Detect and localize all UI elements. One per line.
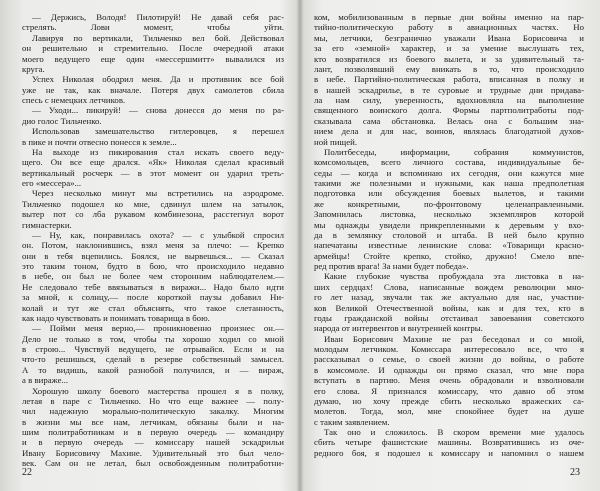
text-line: и в первую очередь — комиссару нашей эскадрильи (22, 437, 284, 448)
text-line: Так оно и сложилось. В скором времени мне удалось (324, 427, 584, 437)
text-line: в пике и почти отвесно понесся к земле... (22, 136, 177, 147)
text-line: моего ведущего еще один «мессершмитт» вывалился из (22, 53, 284, 64)
text-line: да в землянку столовой и штаба. В ней было крупно (314, 229, 584, 240)
text-line: они в тебя вцепились. Боялся, не вырвешься... — Сказал (22, 250, 284, 261)
text-line: го лет назад, звучали так же актуально для нас, участни- (314, 292, 584, 303)
text-line: с таким заявлением. (314, 416, 390, 427)
right-page (314, 12, 584, 482)
text-line: Тильченко подошел ко мне, сдвинул шлем на затылок, (22, 198, 284, 209)
text-line: — Уходи... пикируй! — снова донесся до меня по ра- (32, 105, 284, 116)
text-line: вертикальный росчерк — в этот момент он ударил треть- (22, 167, 284, 178)
text-line: в нашей эскадрилье, в те суровые и трудные дни придава- (314, 84, 584, 95)
text-line: — Пойми меня верно,— проникновенно произнес он.— (32, 323, 284, 334)
text-line: в небе. Партийно-политическая работа, вписанная в полку и (314, 74, 584, 85)
text-line: молодым летчиком. Комиссара интересовало все, что я (314, 344, 584, 354)
left-page-text (22, 12, 284, 469)
text-line: армейцы! Стойте крепко, стойко, дружно! Смело впе- (314, 250, 584, 261)
text-line: Успех Николая ободрил меня. Да и противник все бой (32, 74, 284, 85)
text-line: напечатаны известные ленинские слова: «Товарищи красно- (314, 240, 584, 251)
text-line: колай и тут же стал объяснять, что такое слетанность, (22, 302, 284, 313)
text-line: нием дела и для нас, воинов, являлась благодатной духов- (314, 126, 584, 137)
text-line: гимнастерки. (22, 219, 72, 230)
text-line: Какие глубокие чувства пробуждала эта листовка в на- (324, 271, 584, 282)
text-line: Запомнилась листовка, несколько экземпляров которой (314, 209, 584, 220)
text-line: ших сердцах! Слова, написанные вождем революции мно- (314, 281, 584, 292)
text-line: Политбеседы, информации, собрания коммунистов, (324, 146, 584, 157)
text-line: такими же полезными и нужными, как наша предполетная (314, 178, 584, 188)
text-line: уже не так, как вначале. Потеря двух самолетов сбила (22, 84, 284, 95)
text-line: лант, позволявший ему вникать в то, что происходило (314, 63, 584, 74)
text-line: он. Потом, наклонившись, взял меня за плечо: — Крепко (22, 240, 284, 251)
text-line: Иван Борисович Махине не раз беседовал и со мной, (324, 333, 584, 344)
text-line: что-то решишься, сделай в резерве собственный замысел. (22, 354, 284, 365)
text-line: летая в паре с Тильченко. Но что еще важнее — полу- (22, 395, 284, 406)
text-line: рассказывал о семье, о своей жизни до войны, о работе (314, 354, 584, 365)
text-line: ком, мобилизованным в первые дни войны именно на пар- (314, 12, 584, 22)
text-line: народа от интервентов и внутренней контры. (314, 323, 483, 334)
text-line: ред против врага! За нами будет победа». (314, 261, 469, 271)
text-line: щего. Он все еще дрался. «Як» Николая сделал красивый (22, 157, 284, 168)
text-line: дио голос Тильченко. (22, 115, 102, 126)
text-line: кто возвратился из боевого вылета, и за удивительный та- (314, 53, 584, 64)
text-line: ков Великой Отечественной войны, как и для тех, кто в (314, 302, 584, 313)
text-line: чил надежную морально-политическую закалку. Многим (22, 406, 284, 417)
text-line: за его «земной» характер, и за умение выслушать тех, (314, 43, 584, 54)
text-line: Не следовало тебе ввязываться в виражи... Надо было идти (22, 281, 284, 292)
text-line: Хорошую школу боевого мастерства прошел я в полку, (32, 385, 284, 396)
text-line: это таким тоном, будто в бою, что происходило недавно (22, 261, 284, 271)
text-line: в жизни мы все нам, летчикам, обязаны были и на- (22, 416, 284, 427)
text-line: А то видишь, какой разнобой получился, и — вираж, (22, 364, 284, 375)
text-line: Лавируя по вертикали, Тильченко вел бой. Действовал (32, 32, 284, 43)
text-line: сбить четыре фашистские машины. Возвратившись из оче- (314, 437, 584, 448)
text-line: годы гражданской войны отстаивал завоевания советского (314, 312, 584, 323)
text-line: за мной, к солнцу,— после короткой паузы добавил Ни- (22, 292, 284, 303)
text-line: — Ну, как, понравилась охота? — с улыбкой спросил (32, 229, 284, 240)
text-line: мы, летчики, безгранично уважали Ивана Борисовича и (314, 32, 584, 43)
book-gutter (297, 0, 303, 491)
text-line: же конкретными, по-фронтовому целенаправленными. (314, 198, 584, 209)
text-line: вытер пот со лба рукавом комбинезона, расстегнул ворот (22, 209, 284, 220)
text-line: думаю, но хочу прежде сбить несколько вражеских са- (314, 395, 584, 406)
text-line: он решительно и стремительно. После очередной атаки (22, 43, 284, 54)
text-line: сказывала сама обстановка. Велась она с большим зна- (314, 115, 584, 126)
text-line: священного воинского долга. Формы партполитработы под- (314, 105, 584, 116)
left-page-number: 22 (22, 467, 32, 478)
text-line: Через несколько минут мы встретились на аэродроме. (32, 188, 284, 199)
text-line: век. Сам он не летал, был освобожденным политработни- (22, 458, 284, 469)
text-line: как надо чувствовать и понимать товарища в бою. (22, 312, 210, 323)
left-page (22, 12, 284, 482)
text-line: молетов. Тогда, мол, мне спокойнее будет на душе (314, 406, 584, 417)
text-line: ла нам силу, уверенность, вдохновляла на выполнение (314, 95, 584, 105)
text-line: спесь с немецких летчиков. (22, 95, 126, 105)
right-page-text (314, 12, 584, 458)
text-line: его «мессера»... (22, 178, 82, 188)
text-line: седы — когда и вспоминаю их сегодня, они кажутся мне (314, 167, 584, 178)
text-line: Дело не только в том, чтобы ты хорошо ходил со мной (22, 333, 284, 344)
text-line: стрелять. Лови момент, чтобы уйти. (22, 22, 284, 33)
text-line: На выходе из пикирования стал искать своего веду- (32, 146, 284, 157)
text-line: подготовка или обсуждения боевых вылетов, и такими (314, 188, 584, 199)
text-line: редного боя, я подошел к комиссару и напомнил о нашем (314, 447, 584, 458)
text-line: тийно-политическую работу в авиационных частях. Но (314, 22, 584, 33)
text-line: комсомольцев, всего личного состава, индивидуальные бе- (314, 157, 584, 168)
text-line: круга. (22, 63, 45, 74)
text-line: шим политработникам и в первую очередь — командиру (22, 427, 284, 437)
text-line: его слова. Я признался комиссару, что давно об этом (314, 385, 584, 396)
text-line: — Держись, Володя! Пилотируй! Не давай себя рас- (32, 12, 284, 22)
text-line: в небе, он был не более чем сторонним наблюдателем.— (22, 271, 284, 282)
text-line: вступать в партию. Меня очень обрадовали и взволновали (314, 375, 584, 386)
text-line: мы однажды увидели прикрепленными к деревьям у вхо- (314, 219, 584, 230)
text-line: а в вираже... (22, 375, 69, 386)
text-line: ной пищей. (314, 136, 358, 147)
text-line: в строю... Чувствуй ведущего, не отрывайся. Если и на (22, 344, 284, 354)
right-page-number: 23 (570, 467, 580, 478)
text-line: Ивану Борисовичу Махине. Удивительный это был чело- (22, 447, 284, 458)
text-line: в комсомоле. И однажды он прямо сказал, что мне пора (314, 364, 584, 375)
text-line: Использовав замешательство гитлеровцев, я перешел (32, 126, 284, 137)
